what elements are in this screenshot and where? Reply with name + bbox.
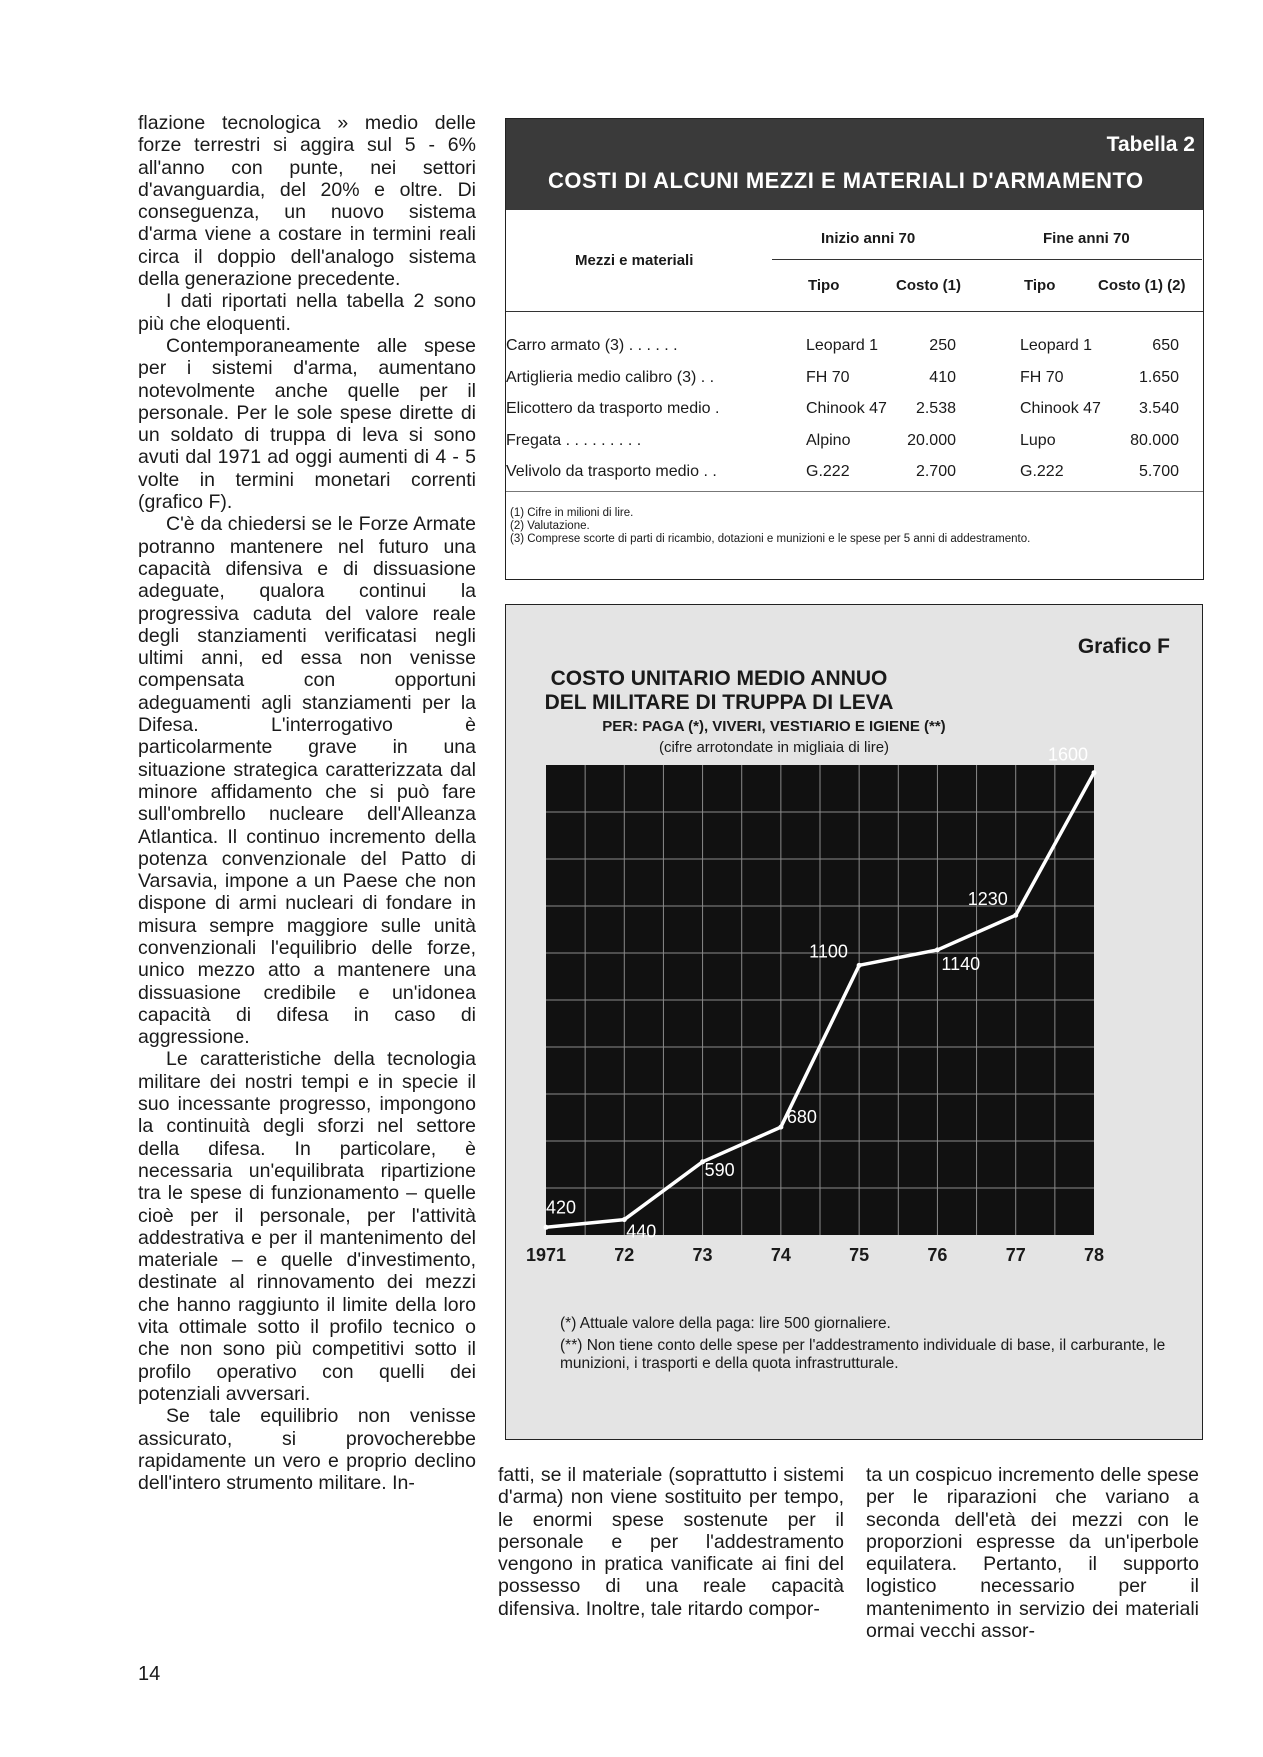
x-tick-label: 74	[770, 1245, 791, 1265]
data-label: 1600	[1048, 744, 1089, 765]
table-subheader-rule	[772, 259, 1202, 260]
table-cell-type1: Leopard 1	[806, 337, 879, 354]
graph-subtitle: PER: PAGA (*), VIVERI, VESTIARIO E IGIENE (**)	[602, 718, 946, 735]
table-cell-item: Artiglieria medio calibro (3) . .	[506, 368, 715, 386]
data-point	[857, 963, 862, 968]
right-text-column	[866, 1464, 1199, 1642]
table-cell-cost1: 2.538	[915, 400, 956, 417]
table-col-cost1: Costo (1)	[896, 277, 961, 294]
graph-footnote-2: (**) Non tiene conto delle spese per l'addestramento individuale di base, il carburante, le munizioni, i trasporti e della quota infrastrutturale.	[560, 1337, 1166, 1372]
table-body-rule	[506, 491, 1203, 492]
data-label: 1100	[809, 941, 848, 962]
x-tick-label: 72	[614, 1245, 635, 1265]
table-col-start: Inizio anni 70	[821, 230, 916, 247]
x-tick-label: 78	[1083, 1245, 1105, 1265]
line-chart	[506, 605, 1202, 1439]
graph-subtitle-units: (cifre arrotondate in migliaia di lire)	[658, 739, 890, 756]
table-note-3: (3) Comprese scorte di parti di ricambio, dotazioni e munizioni e le spese per 5 anni di addestramento.	[510, 533, 1031, 545]
table-title: COSTI DI ALCUNI MEZZI E MATERIALI D'ARMAMENTO	[548, 168, 1144, 193]
table-costs	[505, 118, 1204, 580]
data-point	[778, 1125, 783, 1130]
table-cell-type2: Leopard 1	[1020, 337, 1093, 354]
table-cell-cost1: 2.700	[915, 463, 956, 480]
table-col-end: Fine anni 70	[1043, 230, 1130, 247]
table-cell-cost2: 80.000	[1130, 431, 1179, 449]
graph-footnote-1: (*) Attuale valore della paga: lire 500 giornaliere.	[560, 1315, 891, 1332]
table-cell-cost2: 650	[1152, 337, 1179, 354]
data-label: 680	[786, 1107, 817, 1128]
graph-label: Grafico F	[1077, 635, 1170, 658]
x-tick-label: 75	[849, 1245, 870, 1265]
table-col-type2: Tipo	[1024, 277, 1056, 294]
left-paragraph: Le caratteristiche della tecnologia militare dei nostri tempi e in specie il suo incessante progresso, impongono la continuità degli sforzi nel settore della difesa. In particolare, è necessaria un'equilibrata ripartizione tra le spese di funzionamento – quelle cioè per il personale, per l'attività addestrativa e per il mantenimento del materiale – e quelle d'investimento, destinate al rinnovamento dei mezzi che hanno raggiunto il limite della loro vita ottimale sotto il profilo tecnico o che non sono più competitivi sotto il profilo operativo con quelli dei potenziali avversari.	[138, 1048, 476, 1405]
x-tick-label: 77	[1005, 1245, 1026, 1265]
x-tick-label: 1971	[525, 1245, 567, 1265]
middle-paragraph: fatti, se il materiale (soprattutto i sistemi d'arma) non viene sostituito per tempo, le enormi spese sostenute per il personale e per l'addestramento vengono in pratica vanificate ai fini del possesso di una reale capacità difensiva. Inoltre, tale ritardo compor-	[498, 1464, 844, 1620]
table-cell-type1: G.222	[806, 463, 850, 480]
x-tick-label: 73	[692, 1245, 713, 1265]
page-number: 14	[138, 1663, 161, 1685]
graph-panel	[505, 604, 1203, 1440]
table-cell-cost2: 1.650	[1138, 368, 1179, 386]
table-cell-cost1: 250	[929, 337, 956, 354]
table-cell-type1: Chinook 47	[806, 400, 887, 417]
table-cell-item: Fregata . . . . . . . . .	[506, 431, 642, 449]
table-header-bar	[506, 119, 1203, 210]
table-cell-item: Elicottero da trasporto medio .	[506, 400, 720, 417]
data-label: 590	[704, 1159, 735, 1180]
table-cell-type1: Alpino	[806, 431, 851, 449]
table-label: Tabella 2	[1106, 133, 1195, 156]
table-col-type1: Tipo	[808, 277, 840, 294]
table-note-1: (1) Cifre in milioni di lire.	[510, 507, 634, 519]
data-label: 420	[546, 1197, 577, 1218]
data-label: 1140	[941, 953, 981, 974]
graph-title-line2: DEL MILITARE DI TRUPPA DI LEVA	[544, 691, 894, 714]
x-tick-label: 76	[927, 1245, 948, 1265]
left-paragraph: Se tale equilibrio non venisse assicurato, si provocherebbe rapidamente un vero e proprio declino dell'intero strumento militare. In-	[138, 1405, 476, 1495]
table-cell-type2: G.222	[1020, 463, 1064, 480]
left-paragraph: flazione tecnologica » medio delle forze terrestri si aggira sul 5 - 6% all'anno con punte, nei settori d'avanguardia, del 20% e oltre. Di conseguenza, un nuovo sistema d'arma viene a costare in termini reali circa il doppio dell'analogo sistema della generazione precedente.	[138, 112, 476, 291]
table-col-items: Mezzi e materiali	[575, 252, 694, 269]
table-col-cost2: Costo (1) (2)	[1098, 277, 1186, 294]
right-paragraph: ta un cospicuo incremento delle spese per le riparazioni che variano a seconda dell'età dei mezzi con le proporzioni espresse da un'iperbole equilatera. Pertanto, il supporto logistico necessario per il mantenimento in servizio dei materiali ormai vecchi assor-	[866, 1464, 1199, 1643]
table-cell-item: Carro armato (3) . . . . . .	[506, 337, 678, 354]
table-cell-cost2: 3.540	[1138, 400, 1179, 417]
data-label: 440	[626, 1221, 657, 1242]
left-paragraph: Contemporaneamente alle spese per i sistemi d'arma, aumentano notevolmente anche quelle per il personale. Per le sole spese dirette di un soldato di truppa di leva si sono avuti dal 1971 ad oggi aumenti di 4 - 5 volte in termini monetari correnti (grafico F).	[138, 334, 476, 514]
table-cell-type2: Lupo	[1020, 431, 1056, 449]
table-cell-type2: Chinook 47	[1020, 400, 1101, 417]
data-point	[1092, 770, 1097, 775]
table-cell-item: Velivolo da trasporto medio . .	[506, 463, 717, 480]
middle-text-column	[498, 1464, 844, 1620]
graph-title-line1: COSTO UNITARIO MEDIO ANNUO	[550, 667, 888, 690]
table-cell-cost1: 410	[929, 368, 956, 386]
table-cell-type2: FH 70	[1020, 368, 1064, 386]
table-cell-cost2: 5.700	[1138, 463, 1179, 480]
data-point	[1013, 913, 1018, 918]
left-paragraph: I dati riportati nella tabella 2 sono più che eloquenti.	[138, 290, 476, 335]
table-cell-type1: FH 70	[806, 368, 850, 386]
data-point	[544, 1225, 549, 1230]
left-text-column	[138, 112, 476, 1494]
data-point	[935, 947, 940, 952]
table-note-2: (2) Valutazione.	[510, 520, 590, 532]
data-label: 1230	[967, 889, 1008, 910]
table-cell-cost1: 20.000	[907, 431, 956, 449]
table-header-rule	[506, 311, 1203, 312]
left-paragraph: C'è da chiedersi se le Forze Armate potranno mantenere nel futuro una capacità difensiva e di dissuasione adeguate, qualora continui la progressiva caduta del valore reale degli stanziamenti verificatasi negli ultimi anni, ed essa non venisse compensata con opportuni adeguamenti agli stanziamenti per la Difesa. L'interrogativo è particolarmente grave in una situazione strategica caratterizzata dal minore affidamento che si può fare sull'ombrello nucleare dell'Alleanza Atlantica. Il continuo incremento della potenza convenzionale del Patto di Varsavia, impone a un Paese che non dispone di armi nucleari di fondare in misura sempre maggiore sulle unità convenzionali l'equilibrio delle forze, unico mezzo atto a mantenere una dissuasione credibile e un'idonea capacità di difesa in caso di aggressione.	[138, 513, 476, 1049]
